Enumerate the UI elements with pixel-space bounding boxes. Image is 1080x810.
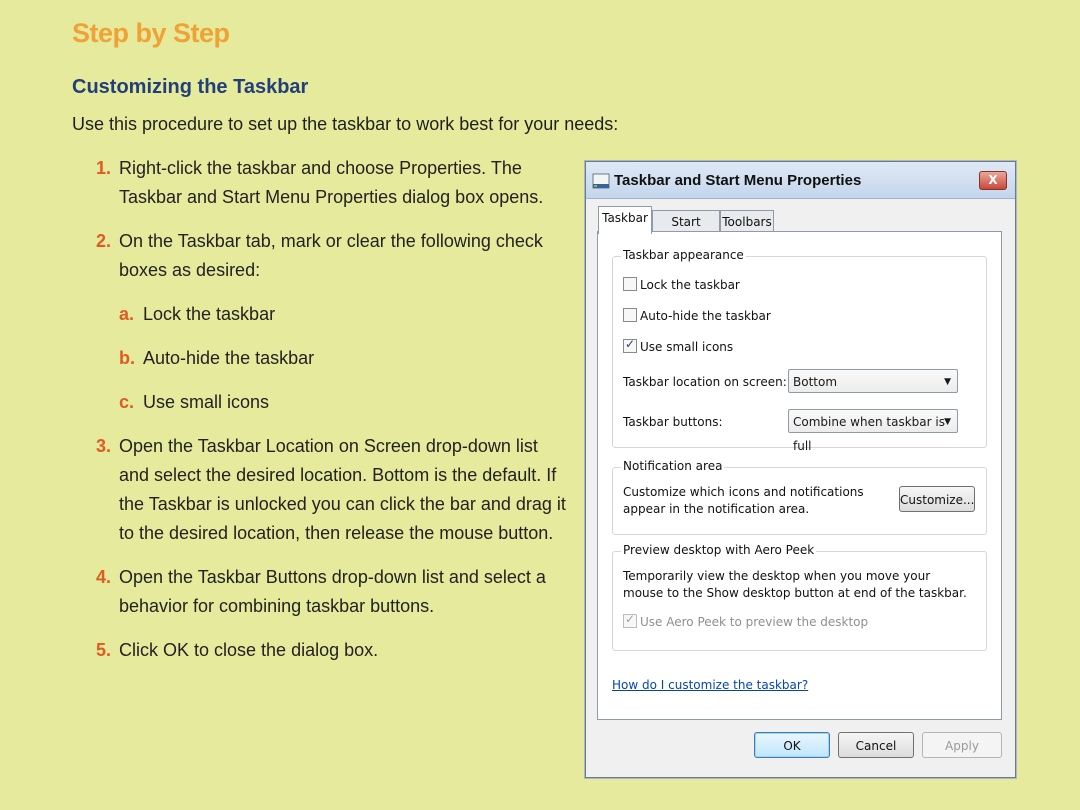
checkbox-box[interactable] — [623, 308, 637, 322]
step-number: 3. — [96, 436, 112, 456]
taskbar-properties-dialog — [585, 161, 1016, 778]
substep-text: Auto-hide the taskbar — [143, 348, 315, 368]
group-label: Taskbar appearance — [623, 248, 744, 262]
step-5 — [96, 636, 571, 665]
tab-start-menu[interactable]: Start — [652, 210, 720, 233]
substep-text: Use small icons — [143, 392, 270, 412]
chevron-down-icon: ▼ — [944, 377, 951, 387]
customize-button[interactable]: Customize... — [899, 486, 975, 512]
notification-group — [612, 459, 987, 535]
tab-toolbars[interactable]: Toolbars — [720, 210, 774, 233]
step-2 — [96, 227, 571, 285]
step-number: 2. — [96, 231, 112, 251]
step-text: On the Taskbar tab, mark or clear the following check boxes as desired: — [119, 231, 543, 280]
step-number: 5. — [96, 640, 112, 660]
step-4 — [96, 563, 571, 621]
location-value: Bottom — [793, 375, 838, 389]
cancel-button[interactable]: Cancel — [838, 732, 914, 758]
buttons-label: Taskbar buttons: — [623, 415, 723, 429]
step-text: Click OK to close the dialog box. — [119, 640, 379, 660]
substep-letter: b. — [119, 348, 135, 368]
substep-c — [96, 388, 571, 417]
ok-button[interactable]: OK — [754, 732, 830, 758]
step-number: 4. — [96, 567, 112, 587]
checkbox-label: Auto-hide the taskbar — [640, 309, 771, 323]
appearance-group — [612, 248, 987, 453]
steps-list — [96, 154, 571, 680]
small-icons-checkbox[interactable] — [623, 339, 733, 354]
step-number: 1. — [96, 158, 112, 178]
close-button[interactable]: X — [979, 171, 1007, 190]
buttons-value: Combine when taskbar is full — [793, 415, 945, 453]
help-link[interactable]: How do I customize the taskbar? — [612, 678, 809, 692]
step-1 — [96, 154, 571, 212]
chevron-down-icon: ▼ — [944, 417, 951, 427]
step-text: Open the Taskbar Location on Screen drop-down list and select the desired location. Bottom is the default. If the Taskbar is unlocked you can click the bar and drag it to the desired location, then release the mouse button. — [119, 436, 566, 543]
dialog-titlebar[interactable] — [586, 162, 1015, 199]
autohide-taskbar-checkbox[interactable] — [623, 308, 771, 323]
taskbar-icon — [592, 171, 610, 189]
location-label: Taskbar location on screen: — [623, 375, 787, 389]
checkbox-box[interactable] — [623, 339, 637, 353]
substep-letter: c. — [119, 392, 135, 412]
group-label: Notification area — [623, 459, 723, 473]
step-text: Open the Taskbar Buttons drop-down list and select a behavior for combining taskbar buttons. — [119, 567, 546, 616]
lock-taskbar-checkbox[interactable] — [623, 277, 740, 292]
step-3 — [96, 432, 571, 548]
section-title: Customizing the Taskbar — [72, 76, 309, 98]
checkbox-label: Use Aero Peek to preview the desktop — [640, 615, 869, 629]
substep-letter: a. — [119, 304, 135, 324]
intro-text: Use this procedure to set up the taskbar to work best for your needs: — [72, 114, 619, 134]
checkbox-label: Lock the taskbar — [640, 278, 740, 292]
group-label: Preview desktop with Aero Peek — [623, 543, 815, 557]
substep-text: Lock the taskbar — [143, 304, 276, 324]
aero-peek-checkbox[interactable] — [623, 614, 868, 629]
aero-peek-description: Temporarily view the desktop when you move your mouse to the Show desktop button at end of the taskbar. — [623, 569, 967, 600]
apply-button[interactable]: Apply — [922, 732, 1002, 758]
checkbox-label: Use small icons — [640, 340, 734, 354]
page-title: Step by Step — [72, 18, 230, 48]
dialog-title: Taskbar and Start Menu Properties — [614, 172, 862, 189]
substep-a — [96, 300, 571, 329]
checkbox-box[interactable] — [623, 277, 637, 291]
tab-panel — [597, 231, 1002, 720]
substep-b — [96, 344, 571, 373]
aero-peek-group — [612, 543, 987, 651]
buttons-select[interactable] — [788, 409, 958, 453]
location-select[interactable] — [788, 369, 958, 393]
notification-description: Customize which icons and notifications appear in the notification area. — [623, 485, 864, 516]
tab-taskbar[interactable]: Taskbar — [598, 206, 652, 234]
step-text: Right-click the taskbar and choose Properties. The Taskbar and Start Menu Properties dialog box opens. — [119, 158, 544, 207]
checkbox-box[interactable] — [623, 614, 637, 628]
